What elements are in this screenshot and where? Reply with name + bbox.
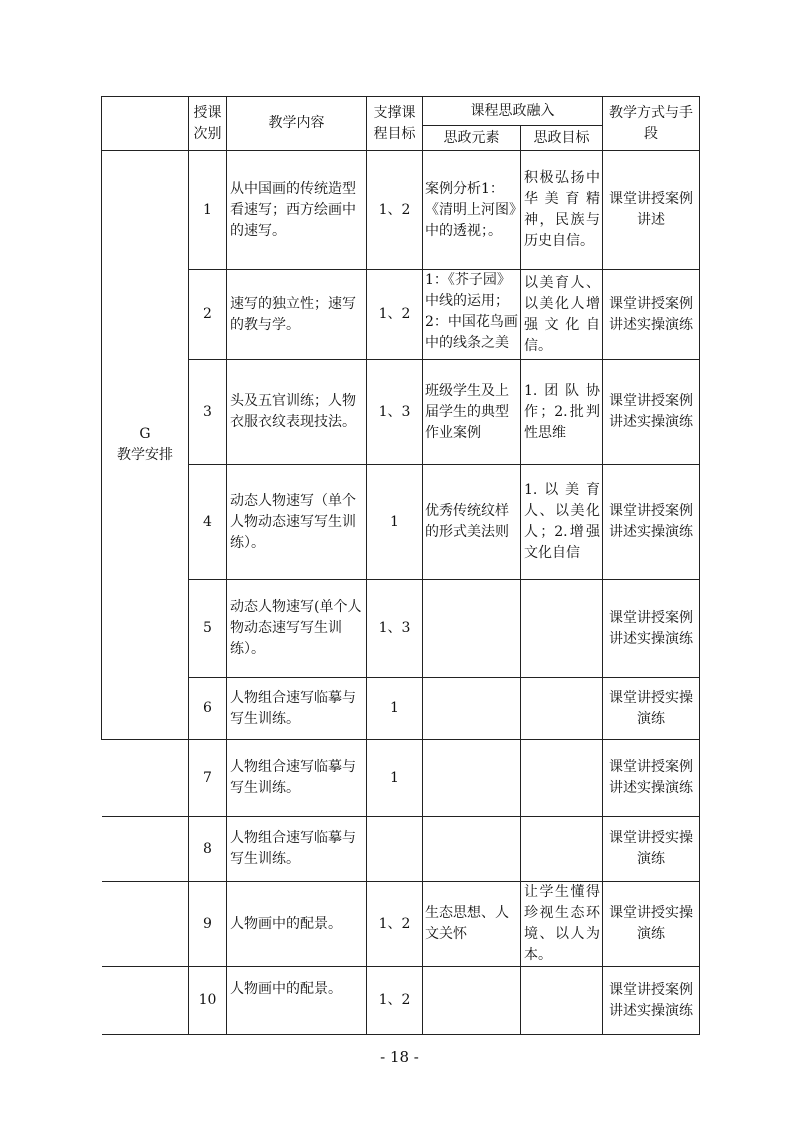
method-cell: 课堂讲授案例讲述实操演练 — [603, 465, 700, 580]
content-cell: 头及五官训练；人物衣服衣纹表现技法。 — [227, 360, 367, 465]
session-number: 10 — [189, 967, 227, 1035]
element-cell: 案例分析1：《清明上河图》中的透视；。 — [423, 151, 521, 270]
section-blank-cell — [102, 817, 189, 882]
method-cell: 课堂讲授实操演练 — [603, 817, 700, 882]
element-cell — [423, 740, 521, 817]
session-number: 2 — [189, 270, 227, 360]
target-cell: 1 — [367, 678, 423, 740]
session-number: 6 — [189, 678, 227, 740]
table-row — [102, 151, 700, 270]
content-cell: 人物组合速写临摹与写生训练。 — [227, 678, 367, 740]
table-row — [102, 967, 700, 1035]
content-cell: 从中国画的传统造型看速写；西方绘画中的速写。 — [227, 151, 367, 270]
content-cell: 人物组合速写临摹与写生训练。 — [227, 740, 367, 817]
section-title: 教学安排 — [117, 447, 173, 463]
target-cell: 1、2 — [367, 882, 423, 967]
header-row — [102, 97, 700, 126]
target-cell: 1、3 — [367, 360, 423, 465]
element-cell — [423, 678, 521, 740]
table-row — [102, 678, 700, 740]
objective-cell: 1.团队协作；2.批判性思维 — [521, 360, 603, 465]
content-cell: 动态人物速写（单个人物动态速写写生训练）。 — [227, 465, 367, 580]
objective-cell — [521, 678, 603, 740]
objective-cell — [521, 967, 603, 1035]
element-cell: 优秀传统纹样的形式美法则 — [423, 465, 521, 580]
section-blank-cell — [102, 882, 189, 967]
element-cell — [423, 817, 521, 882]
target-cell: 1、2 — [367, 270, 423, 360]
objective-cell: 以美育人、以美化人增强文化自信。 — [521, 270, 603, 360]
session-number: 9 — [189, 882, 227, 967]
page-number: - 18 - — [380, 1048, 419, 1066]
header-element: 思政元素 — [423, 126, 521, 151]
table-row — [102, 270, 700, 360]
header-content: 教学内容 — [227, 97, 367, 151]
session-number: 3 — [189, 360, 227, 465]
section-label — [102, 151, 189, 740]
table-row — [102, 465, 700, 580]
content-cell: 人物画中的配景。 — [227, 967, 367, 1035]
method-cell: 课堂讲授案例讲述实操演练 — [603, 270, 700, 360]
section-letter: G — [139, 426, 151, 442]
session-number: 1 — [189, 151, 227, 270]
method-cell: 课堂讲授案例讲述实操演练 — [603, 967, 700, 1035]
target-cell: 1、2 — [367, 151, 423, 270]
element-cell — [423, 270, 521, 360]
table-row — [102, 580, 700, 678]
content-cell: 动态人物速写(单个人物动态速写写生训练）。 — [227, 580, 367, 678]
content-cell: 速写的独立性；速写的教与学。 — [227, 270, 367, 360]
method-cell: 课堂讲授案例讲述实操演练 — [603, 360, 700, 465]
element-cell — [423, 967, 521, 1035]
objective-cell — [521, 580, 603, 678]
section-header-blank — [102, 97, 189, 151]
table-row — [102, 882, 700, 967]
table-row — [102, 740, 700, 817]
element-cell: 生态思想、人文关怀 — [423, 882, 521, 967]
objective-cell: 1.以美育人、以美化人；2.增强文化自信 — [521, 465, 603, 580]
header-objective: 思政目标 — [521, 126, 603, 151]
session-number: 7 — [189, 740, 227, 817]
objective-cell: 让学生懂得珍视生态环境、以人为本。 — [521, 882, 603, 967]
target-cell: 1 — [367, 465, 423, 580]
header-target: 支撑课程目标 — [367, 97, 423, 151]
session-number: 8 — [189, 817, 227, 882]
target-cell: 1、2 — [367, 967, 423, 1035]
teaching-schedule-table — [101, 96, 700, 1035]
table-row — [102, 817, 700, 882]
content-cell: 人物画中的配景。 — [227, 882, 367, 967]
session-number: 4 — [189, 465, 227, 580]
section-blank-cell — [102, 967, 189, 1035]
objective-cell — [521, 740, 603, 817]
element-cell-text: 1：《芥子园》中线的运用；2：中国花鸟画中的线条之美 — [425, 272, 518, 351]
method-cell: 课堂讲授实操演练 — [603, 882, 700, 967]
table-row — [102, 360, 700, 465]
objective-cell — [521, 817, 603, 882]
target-cell: 1、3 — [367, 580, 423, 678]
target-cell: 1 — [367, 740, 423, 817]
method-cell: 课堂讲授实操演练 — [603, 678, 700, 740]
header-session: 授课次别 — [189, 97, 227, 151]
objective-cell: 积极弘扬中华美育精神，民族与历史自信。 — [521, 151, 603, 270]
method-cell: 课堂讲授案例讲述 — [603, 151, 700, 270]
target-cell — [367, 817, 423, 882]
content-cell: 人物组合速写临摹与写生训练。 — [227, 817, 367, 882]
header-method: 教学方式与手段 — [603, 97, 700, 151]
method-cell: 课堂讲授案例讲述实操演练 — [603, 740, 700, 817]
element-cell: 班级学生及上届学生的典型作业案例 — [423, 360, 521, 465]
section-blank-cell — [102, 740, 189, 817]
header-ideology: 课程思政融入 — [423, 97, 603, 126]
session-number: 5 — [189, 580, 227, 678]
method-cell: 课堂讲授案例讲述实操演练 — [603, 580, 700, 678]
element-cell — [423, 580, 521, 678]
